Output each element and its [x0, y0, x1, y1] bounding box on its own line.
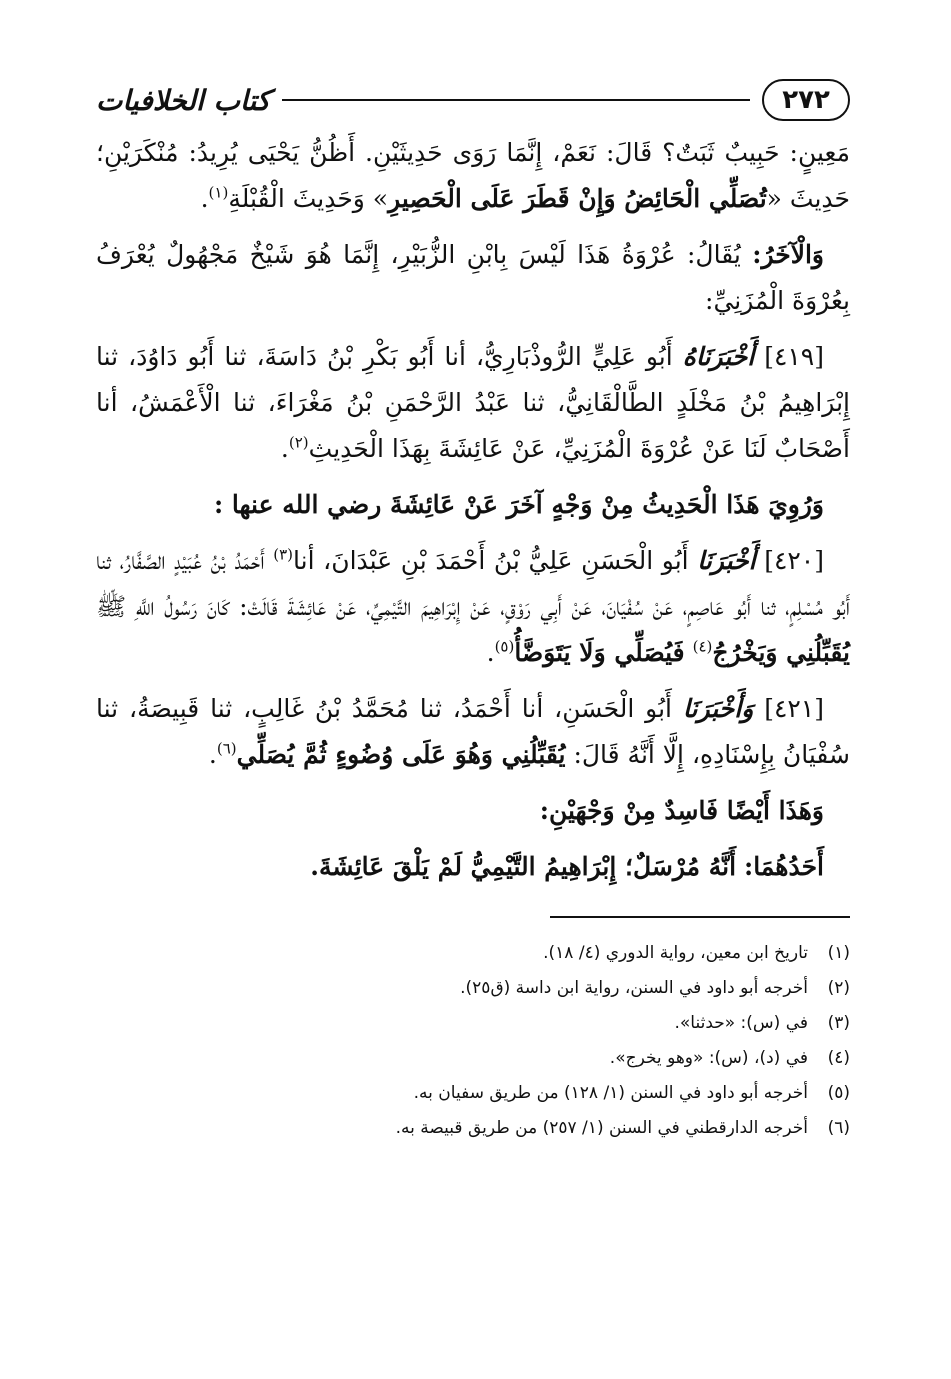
footnote-item	[96, 971, 850, 1006]
footnote-text: في (د)، (س): «وهو يخرج».	[609, 1047, 808, 1068]
lead-word: وَأَخْبَرَنَا	[682, 694, 754, 723]
paragraph-narration-421	[96, 686, 850, 778]
text-run: أَبُو الْحَسَنِ عَلِيُّ بْنُ أَحْمَدَ بْنِ عَبْدَانَ، أنا	[293, 546, 689, 575]
footnote-item	[96, 1041, 850, 1076]
footnote-number: (٥)	[827, 1082, 850, 1103]
footnote-ref: (١)	[208, 183, 229, 202]
footnote-number: (١)	[827, 942, 850, 963]
footnote-text: أخرجه الدارقطني في السنن (١/ ٢٥٧) من طريق قبيصة به.	[395, 1117, 808, 1138]
footnote-item	[96, 1006, 850, 1041]
text-run: .	[486, 638, 495, 667]
footnote-item	[96, 1111, 850, 1146]
section-heading: وَرُوِيَ هَذَا الْحَدِيثُ مِنْ وَجْهٍ آخَرَ عَنْ عَائِشَةَ رضي الله عنها :	[213, 490, 824, 519]
footnote-ref: (٢)	[288, 433, 309, 452]
page-number: ٢٧٢	[762, 79, 850, 121]
book-title: كتاب الخلافيات	[96, 83, 271, 117]
footnote-number: (٢)	[827, 977, 850, 998]
text-run: مَعِينٍ: حَبِيبٌ ثَبَتٌ؟ قَالَ: نَعَمْ، إِنَّمَا رَوَى حَدِيثَيْنِ. أَظُنُّ يَحْيَى يُرِيدُ: مُنْكَرَيْنِ؛ حَدِيثَ «	[96, 138, 850, 213]
hadith-text: يُقَبِّلُنِي وَيَخْرُجُ	[712, 638, 850, 667]
text-run: أَبُو عَلِيٍّ الرُّوذْبَارِيُّ، أنا أَبُو بَكْرِ بْنُ دَاسَةَ، ثنا أَبُو دَاوُدَ، ثنا إِبْرَاهِيمُ بْنُ مَخْلَدٍ الطَّالْقَانِيُّ، ثنا عَبْدُ الرَّحْمَنِ بْنُ مَغْرَاءَ، ثنا الْأَعْمَشُ، أنا أَصْحَابٌ لَنَا عَنْ عُرْوَةَ الْمُزَنِيِّ، عَنْ عَائِشَةَ بِهَذَا الْحَدِيثِ	[96, 342, 850, 463]
footnote-number: (٣)	[827, 1012, 850, 1033]
book-page	[96, 70, 850, 1330]
hadith-text: فَيُصَلِّي وَلَا يَتَوَضَّأُ	[514, 638, 685, 667]
footnote-ref: (٥)	[494, 637, 515, 656]
text-run: » وَحَدِيثَ الْقُبْلَةِ	[228, 184, 389, 213]
text-run: يُقَالُ: عُرْوَةُ هَذَا لَيْسَ بِابْنِ الزُّبَيْرِ، إِنَّمَا هُوَ شَيْخٌ مَجْهُولٌ يُعْرَفُ بِعُرْوَةَ الْمُزَنِيِّ:	[96, 240, 850, 315]
text-run: .	[208, 740, 217, 769]
main-text	[96, 130, 850, 890]
paragraph-first-reason	[96, 844, 850, 890]
lead-word: أَحَدُهُمَا:	[743, 852, 824, 881]
hadith-text: تُصَلِّي الْحَائِضُ وَإِنْ قَطَرَ عَلَى الْحَصِيرِ	[388, 184, 767, 213]
lead-word: أَخْبَرَنَاهُ	[682, 342, 755, 371]
footnote-number: (٤)	[827, 1047, 850, 1068]
page-header	[96, 70, 850, 130]
paragraph-continuation	[96, 130, 850, 222]
narration-number: [٤٢٠]	[764, 546, 825, 575]
footnote-text: أخرجه أبو داود في السنن، رواية ابن داسة (ق٢٥).	[460, 977, 808, 998]
footnote-ref: (٣)	[273, 545, 294, 564]
footnote-ref: (٤)	[692, 637, 713, 656]
text-run: .	[280, 434, 289, 463]
footnotes	[96, 936, 850, 1146]
footnote-text: في (س): «حدثنا».	[674, 1012, 808, 1033]
paragraph-narration-420	[96, 538, 850, 676]
paragraph-narration-419	[96, 334, 850, 472]
narration-number: [٤١٩]	[764, 342, 825, 371]
section-heading: وَهَذَا أَيْضًا فَاسِدٌ مِنْ وَجْهَيْنِ:	[539, 796, 824, 825]
text-run: أَنَّهُ مُرْسَلٌ؛ إِبْرَاهِيمُ التَّيْمِيُّ لَمْ يَلْقَ عَائِشَةَ.	[310, 852, 737, 881]
paragraph-second-reason	[96, 232, 850, 324]
text-run: .	[200, 184, 209, 213]
narration-number: [٤٢١]	[764, 694, 825, 723]
footnote-text: تاريخ ابن معين، رواية الدوري (٤/ ١٨).	[543, 942, 808, 963]
header-rule	[282, 99, 750, 101]
footnote-item	[96, 936, 850, 971]
footnote-number: (٦)	[827, 1117, 850, 1138]
lead-word: أَخْبَرَنَا	[697, 546, 756, 575]
lead-word: وَالْآخَرُ:	[752, 240, 824, 269]
footnote-text: أخرجه أبو داود في السنن (١/ ١٢٨) من طريق سفيان به.	[413, 1082, 808, 1103]
hadith-text: يُقَبِّلُنِي وَهُوَ عَلَى وُضُوءٍ ثُمَّ يُصَلِّي	[236, 740, 566, 769]
footnote-item	[96, 1076, 850, 1111]
footnote-separator	[550, 916, 850, 918]
text-run: أَحْمَدُ بْنُ عُبَيْدٍ الصَّفَّارُ، ثنا أَبُو مُسْلِمٍ، ثنا أَبُو عَاصِمٍ، عَنْ سُفْيَانَ، عَنْ أَبِي رَوْقٍ، عَنْ إِبْرَاهِيمَ التَّيْمِيِّ، عَنْ عَائِشَةَ قَالَتْ: كَانَ رَسُولُ اللَّهِ ﷺ	[96, 546, 850, 621]
footnote-ref: (٦)	[216, 739, 237, 758]
text-run: أَبُو الْحَسَنِ، أنا أَحْمَدُ، ثنا مُحَمَّدُ بْنُ غَالِبٍ، ثنا قَبِيصَةُ، ثنا سُفْيَانُ بِإِسْنَادِهِ، إِلَّا أَنَّهُ قَالَ:	[96, 694, 850, 769]
